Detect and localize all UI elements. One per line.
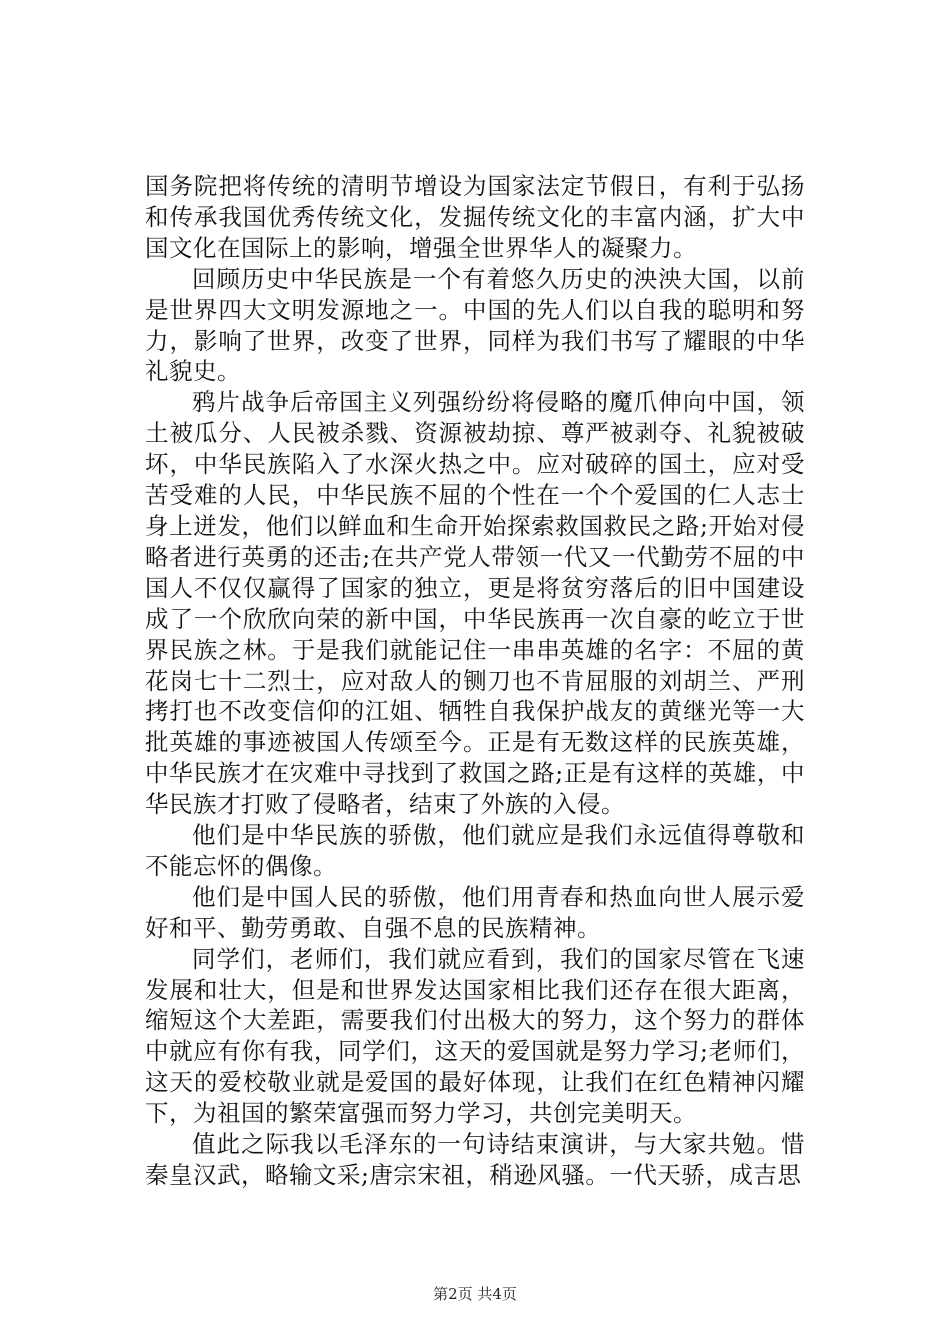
page-number-indicator: 第2页 共4页	[433, 1285, 517, 1303]
page-footer	[0, 1284, 950, 1304]
paragraph: 国务院把将传统的清明节增设为国家法定节假日，有利于弘扬和传承我国优秀传统文化，发掘传统文化的丰富内涵，扩大中国文化在国际上的影响，增强全世界华人的凝聚力。	[145, 172, 805, 262]
document-body	[145, 171, 805, 1191]
paragraph: 值此之际我以毛泽东的一句诗结束演讲，与大家共勉。惜秦皇汉武，略输文采;唐宗宋祖，稍逊风骚。一代天骄，成吉思	[145, 1130, 805, 1189]
paragraph: 他们是中国人民的骄傲，他们用青春和热血向世人展示爱好和平、勤劳勇敢、自强不息的民族精神。	[145, 882, 805, 942]
paragraph: 同学们，老师们，我们就应看到，我们的国家尽管在飞速发展和壮大，但是和世界发达国家相比我们还存在很大距离，缩短这个大差距，需要我们付出极大的努力，这个努力的群体中就应有你有我，同学们，这天的爱国就是努力学习;老师们，这天的爱校敬业就是爱国的最好体现，让我们在红色精神闪耀下，为祖国的繁荣富强而努力学习，共创完美明天。	[145, 944, 805, 1128]
paragraph: 回顾历史中华民族是一个有着悠久历史的泱泱大国，以前是世界四大文明发源地之一。中国的先人们以自我的聪明和努力，影响了世界，改变了世界，同样为我们书写了耀眼的中华礼貌史。	[145, 264, 805, 386]
paragraph: 鸦片战争后帝国主义列强纷纷将侵略的魔爪伸向中国，领土被瓜分、人民被杀戮、资源被劫掠、尊严被剥夺、礼貌被破坏，中华民族陷入了水深火热之中。应对破碎的国土，应对受苦受难的人民，中华民族不屈的个性在一个个爱国的仁人志士身上迸发，他们以鲜血和生命开始探索救国救民之路;开始对侵略者进行英勇的还击;在共产党人带领一代又一代勤劳不屈的中国人不仅仅赢得了国家的独立，更是将贫穷落后的旧中国建设成了一个欣欣向荣的新中国，中华民族再一次自豪的屹立于世界民族之林。于是我们就能记住一串串英雄的名字：不屈的黄花岗七十二烈士，应对敌人的铡刀也不肯屈服的刘胡兰、严刑拷打也不改变信仰的江姐、牺牲自我保护战友的黄继光等一大批英雄的事迹被国人传颂至今。正是有无数这样的民族英雄，中华民族才在灾难中寻找到了救国之路;正是有这样的英雄，中华民族才打败了侵略者，结束了外族的入侵。	[145, 388, 805, 819]
paragraph: 他们是中华民族的骄傲，他们就应是我们永远值得尊敬和不能忘怀的偶像。	[145, 821, 805, 880]
